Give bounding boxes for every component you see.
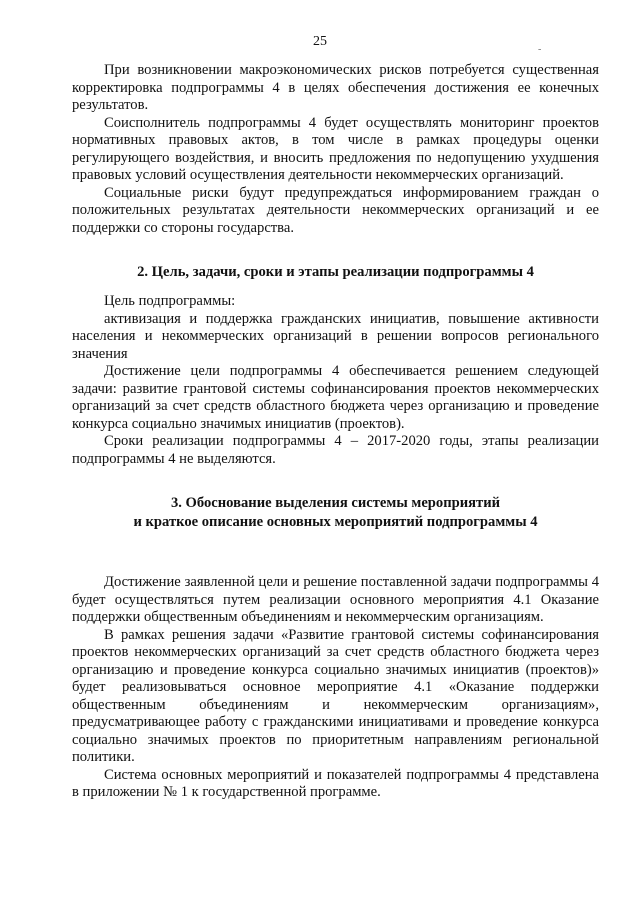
paragraph-goal-text: активизация и поддержка гражданских инициатив, повышение активности населения и некоммерческих организаций в решении вопросов регионального значения — [72, 310, 599, 362]
section-3-heading-line2: и краткое описание основных мероприятий подпрограммы 4 — [133, 514, 538, 530]
paragraph-terms: Сроки реализации подпрограммы 4 – 2017-2020 годы, этапы реализации подпрограммы 4 не выделяются. — [72, 433, 599, 467]
paragraph-risks-macro: При возникновении макроэкономических рисков потребуется существенная корректировка подпрограммы 4 в целях обеспечения достижения ее конечных результатов. — [72, 62, 599, 113]
page-number: 25 — [313, 34, 327, 49]
paragraph-system-reference: Система основных мероприятий и показателей подпрограммы 4 представлена в приложении № 1 к государственной программе. — [72, 766, 599, 800]
paragraph-goal-achievement: Достижение цели подпрограммы 4 обеспечивается решением следующей задачи: развитие грантовой системы софинансирования проектов некоммерческих организаций за счет средств областного бюджета через организацию и проведение конкурса социально значимых инициатив (проектов). — [72, 363, 599, 432]
paragraph-monitoring: Соисполнитель подпрограммы 4 будет осуществлять мониторинг проектов нормативных правовых актов, в том числе в рамках процедуры оценки регулирующего воздействия, и вносить предложения по недопущению ухудшения правовых условий осуществления деятельности некоммерческих организаций. — [72, 114, 599, 183]
paragraph-social-risks: Социальные риски будут предупреждаться информированием граждан о положительных результатах деятельности некоммерческих организаций и ее поддержки со стороны государства. — [72, 184, 599, 236]
scan-speck: - — [538, 44, 542, 55]
section-2-heading: 2. Цель, задачи, сроки и этапы реализации подпрограммы 4 — [137, 264, 534, 280]
paragraph-task-event: В рамках решения задачи «Развитие грантовой системы софинансирования проектов некоммерческих организаций за счет средств областного бюджета через организацию и проведение конкурса социально значимых инициатив (проектов)» будет реализовываться основное мероприятие 4.1 «Оказание поддержки общественным объединениям и некоммерческим организациям», предусматривающее работу с гражданскими инициативами и проведение конкурса социально значимых проектов по приоритетным направлениям региональной политики. — [72, 626, 599, 765]
document-body — [72, 62, 599, 802]
paragraph-goal-label: Цель подпрограммы: — [104, 293, 236, 309]
section-3-heading-line1: 3. Обоснование выделения системы мероприятий — [170, 495, 501, 511]
paragraph-main-event: Достижение заявленной цели и решение поставленной задачи подпрограммы 4 будет осуществляться путем реализации основного мероприятия 4.1 Оказание поддержки общественным объединениям и некоммерческим организациям. — [72, 574, 599, 625]
